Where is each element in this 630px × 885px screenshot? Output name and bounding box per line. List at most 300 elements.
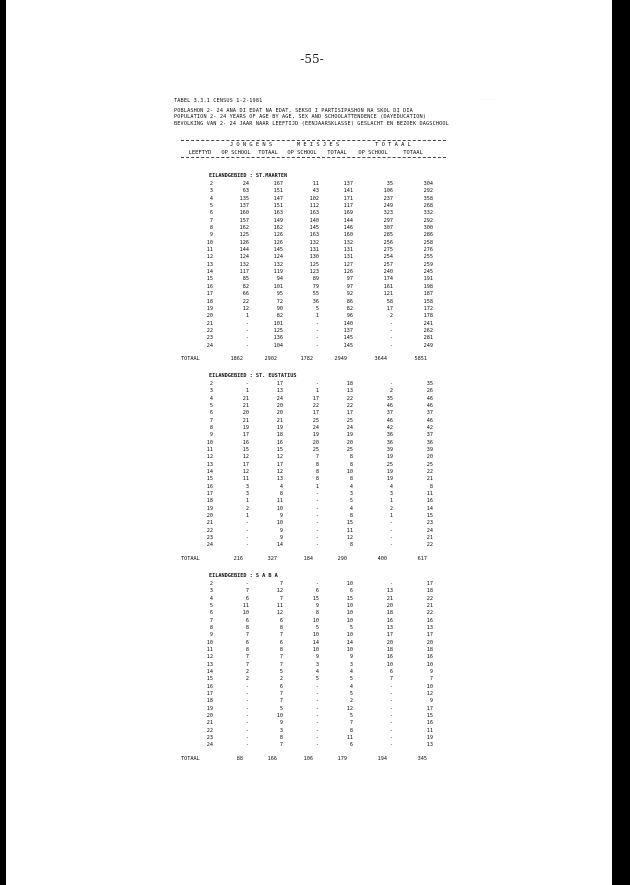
table-cell: - — [315, 535, 319, 542]
table-cell: 36 — [312, 298, 319, 305]
table-row — [181, 254, 446, 261]
table-cell: 4 — [209, 595, 213, 602]
table-cell: 90 — [276, 305, 283, 312]
total-cell: 400 — [377, 555, 387, 562]
table-cell: 24 — [426, 527, 433, 534]
table-cell: 21 — [386, 595, 393, 602]
table-cell: 19 — [206, 505, 213, 512]
table-cell: 145 — [343, 335, 353, 342]
total-cell: 179 — [337, 755, 347, 762]
table-cell: 101 — [273, 320, 283, 327]
table-cell: 10 — [312, 632, 319, 639]
table-cell: 15 — [206, 676, 213, 683]
table-cell: 2 — [209, 380, 213, 387]
col-jongens-op-school: OP SCHOOL — [221, 150, 251, 156]
table-cell: 10 — [242, 610, 249, 617]
table-cell: 130 — [309, 254, 319, 261]
table-cell: 158 — [423, 298, 433, 305]
table-cell: 22 — [242, 298, 249, 305]
table-cell: - — [245, 520, 249, 527]
table-cell: - — [245, 735, 249, 742]
table-cell: 8 — [279, 735, 283, 742]
table-cell: 66 — [242, 291, 249, 298]
table-cell: 23 — [206, 335, 213, 342]
total-cell: 166 — [267, 755, 277, 762]
table-cell: 14 — [206, 668, 213, 675]
table-cell: 256 — [383, 239, 393, 246]
table-cell: 6 — [279, 683, 283, 690]
table-cell: 121 — [383, 291, 393, 298]
table-cell: 8 — [245, 624, 249, 631]
col-jongens-totaal: TOTAAL — [258, 150, 278, 156]
table-cell: 22 — [426, 469, 433, 476]
total-cell: 3644 — [374, 355, 387, 362]
table-cell: 262 — [423, 327, 433, 334]
table-cell: 7 — [279, 690, 283, 697]
table-cell: 5 — [349, 676, 353, 683]
table-cell: - — [245, 683, 249, 690]
table-row — [181, 291, 446, 298]
table-cell: 126 — [273, 239, 283, 246]
table-cell: 136 — [273, 335, 283, 342]
table-cell: 5 — [349, 690, 353, 697]
table-cell: - — [315, 705, 319, 712]
table-cell: 149 — [273, 217, 283, 224]
table-cell: 16 — [426, 654, 433, 661]
total-cell: 290 — [337, 555, 347, 562]
table-cell: 7 — [279, 632, 283, 639]
table-cell: 151 — [273, 188, 283, 195]
table-cell: 7 — [279, 661, 283, 668]
table-cell: - — [315, 513, 319, 520]
table-cell: 1 — [389, 498, 393, 505]
table-cell: 7 — [209, 417, 213, 424]
table-cell: 1 — [245, 313, 249, 320]
table-cell: 255 — [423, 254, 433, 261]
table-row — [181, 632, 446, 639]
table-cell: 18 — [426, 646, 433, 653]
table-cell: 21 — [276, 417, 283, 424]
table-cell: 6 — [245, 595, 249, 602]
table-cell: - — [315, 720, 319, 727]
table-cell: 10 — [346, 580, 353, 587]
table-row — [181, 328, 446, 335]
table-row — [181, 396, 446, 403]
table-cell: 17 — [386, 632, 393, 639]
table-cell: 259 — [423, 261, 433, 268]
table-row — [181, 640, 446, 647]
table-cell: 1 — [315, 313, 319, 320]
table-row — [181, 691, 446, 698]
table-row — [181, 203, 446, 210]
table-cell: 7 — [279, 580, 283, 587]
table-cell: 18 — [206, 698, 213, 705]
table-row — [181, 735, 446, 742]
table-cell: 8 — [315, 469, 319, 476]
column-header-row — [181, 149, 446, 157]
table-cell: - — [315, 342, 319, 349]
table-cell: 25 — [346, 417, 353, 424]
table-cell: 14 — [206, 269, 213, 276]
table-row — [181, 520, 446, 527]
table-cell: 137 — [343, 181, 353, 187]
table-cell: - — [389, 327, 393, 334]
table-cell: - — [245, 580, 249, 587]
table-cell: - — [245, 720, 249, 727]
table-cell: 2 — [349, 698, 353, 705]
table-cell: 300 — [423, 225, 433, 232]
table-cell: 19 — [276, 424, 283, 431]
table-cell: 7 — [245, 661, 249, 668]
table-cell: 63 — [242, 188, 249, 195]
table-cell: 8 — [209, 624, 213, 631]
table-cell: 12 — [206, 454, 213, 461]
page-number: -55- — [300, 52, 324, 66]
table-cell: 19 — [386, 469, 393, 476]
table-cell: 86 — [346, 298, 353, 305]
table-cell: 37 — [426, 410, 433, 417]
table-cell: 9 — [279, 527, 283, 534]
table-cell: 10 — [346, 646, 353, 653]
table-cell: - — [315, 527, 319, 534]
table-cell: 12 — [242, 305, 249, 312]
table-cell: 19 — [426, 735, 433, 742]
total-row — [181, 354, 446, 364]
table-cell: 5 — [349, 498, 353, 505]
table-row — [181, 232, 446, 239]
table-cell: 117 — [343, 203, 353, 210]
table-caption — [174, 98, 494, 127]
table-cell: 137 — [343, 327, 353, 334]
total-cell: 2902 — [264, 355, 277, 362]
table-cell: 9 — [279, 513, 283, 520]
total-cell: 345 — [417, 755, 427, 762]
table-cell: 8 — [349, 454, 353, 461]
table-cell: 15 — [206, 276, 213, 283]
table-cell: 4 — [315, 668, 319, 675]
table-cell: 6 — [209, 210, 213, 217]
show-through-text: ........ — [476, 96, 501, 102]
table-cell: 18 — [426, 588, 433, 595]
table-cell: - — [389, 527, 393, 534]
table-cell: 17 — [426, 632, 433, 639]
table-cell: 22 — [346, 395, 353, 402]
table-cell: 4 — [389, 483, 393, 490]
table-cell: 161 — [383, 283, 393, 290]
scan-border — [612, 0, 630, 885]
table-cell: 14 — [206, 469, 213, 476]
table-cell: 6 — [245, 617, 249, 624]
total-cell: 5851 — [414, 355, 427, 362]
table-cell: 18 — [346, 380, 353, 387]
table-cell: 144 — [239, 247, 249, 254]
table-cell: 36 — [426, 439, 433, 446]
table-cell: 12 — [276, 454, 283, 461]
table-cell: 1 — [245, 388, 249, 395]
table-cell: 22 — [346, 402, 353, 409]
table-cell: 1 — [245, 513, 249, 520]
table-cell: 254 — [383, 254, 393, 261]
table-cell: 6 — [349, 742, 353, 749]
table-cell: 20 — [386, 602, 393, 609]
table-cell: 22 — [426, 610, 433, 617]
table-cell: 15 — [346, 595, 353, 602]
table-row — [181, 684, 446, 691]
table-cell: 124 — [273, 254, 283, 261]
table-row — [181, 713, 446, 720]
table-cell: 131 — [309, 247, 319, 254]
table-row — [181, 188, 446, 195]
table-row — [181, 698, 446, 705]
table-row — [181, 284, 446, 291]
table-cell: - — [315, 505, 319, 512]
table-cell: 9 — [209, 232, 213, 239]
table-row — [181, 210, 446, 217]
caption-line-1: TABEL 3.3.1 CENSUS 1-2-1981 — [174, 98, 263, 104]
table-cell: 7 — [389, 676, 393, 683]
total-cell: 106 — [303, 755, 313, 762]
table-cell: 131 — [343, 247, 353, 254]
table-cell: 137 — [239, 203, 249, 210]
table-cell: 3 — [349, 661, 353, 668]
table-cell: 10 — [276, 505, 283, 512]
table-row — [181, 528, 446, 535]
total-row — [181, 554, 446, 564]
table-cell: 7 — [315, 454, 319, 461]
table-cell: 21 — [242, 417, 249, 424]
table-cell: 24 — [206, 342, 213, 349]
table-cell: 92 — [346, 291, 353, 298]
table-cell: 146 — [343, 225, 353, 232]
table-cell: 6 — [279, 617, 283, 624]
table-cell: - — [245, 342, 249, 349]
table-cell: 1 — [315, 483, 319, 490]
table-cell: - — [389, 580, 393, 587]
table-cell: 16 — [206, 683, 213, 690]
table-cell: 21 — [426, 535, 433, 542]
table-row — [181, 588, 446, 595]
table-cell: 22 — [426, 542, 433, 549]
table-cell: 19 — [206, 705, 213, 712]
table-cell: 20 — [206, 713, 213, 719]
table-cell: 174 — [383, 276, 393, 283]
table-cell: 141 — [343, 188, 353, 195]
table-cell: 16 — [426, 498, 433, 505]
table-cell: 11 — [312, 181, 319, 187]
table-cell: 2 — [209, 181, 213, 187]
table-cell: 4 — [349, 483, 353, 490]
table-cell: 198 — [423, 283, 433, 290]
table-cell: 12 — [276, 610, 283, 617]
table-cell: 187 — [423, 291, 433, 298]
table-cell: 16 — [386, 654, 393, 661]
table-cell: 1 — [389, 513, 393, 520]
table-cell: 297 — [383, 217, 393, 224]
table-cell: 6 — [389, 668, 393, 675]
table-row — [181, 728, 446, 735]
table-cell: 20 — [426, 454, 433, 461]
table-cell: 15 — [312, 595, 319, 602]
table-row — [181, 306, 446, 313]
total-row — [181, 754, 446, 764]
table-cell: 16 — [206, 283, 213, 290]
table-cell: 9 — [315, 654, 319, 661]
table-cell: 9 — [279, 720, 283, 727]
table-cell: 10 — [206, 639, 213, 646]
table-cell: 25 — [312, 447, 319, 453]
table-cell: 10 — [312, 646, 319, 653]
table-cell: - — [389, 742, 393, 749]
table-cell: 3 — [279, 727, 283, 734]
table-cell: 12 — [242, 469, 249, 476]
table-cell: 8 — [349, 476, 353, 483]
table-cell: 19 — [206, 305, 213, 312]
table-cell: 97 — [346, 276, 353, 283]
table-cell: 5 — [315, 676, 319, 683]
table-cell: 36 — [386, 432, 393, 439]
table-row — [181, 603, 446, 610]
table-cell: 140 — [343, 320, 353, 327]
table-cell: 9 — [209, 432, 213, 439]
table-cell: - — [389, 690, 393, 697]
total-cell: TOTAAL — [181, 355, 200, 362]
table-cell: 11 — [276, 602, 283, 609]
table-cell: 6 — [209, 610, 213, 617]
caption-line-4: BEVOLKING VAN 2- 24 JAAR NAAR LEEFTIJD (EENJAARSKLASSE) GESLACHT EN BEZOEK DAGSCHOOL — [174, 120, 449, 127]
table-cell: 82 — [242, 283, 249, 290]
table-cell: 13 — [276, 388, 283, 395]
table-cell: 17 — [346, 410, 353, 417]
table-row — [181, 625, 446, 632]
table-cell: 8 — [209, 424, 213, 431]
table-cell: 9 — [349, 654, 353, 661]
table-cell: 39 — [426, 447, 433, 453]
table-cell: 245 — [423, 269, 433, 276]
table-cell: 358 — [423, 195, 433, 202]
table-row — [181, 706, 446, 713]
table-cell: - — [245, 380, 249, 387]
table-cell: 4 — [209, 395, 213, 402]
table-cell: 2 — [389, 388, 393, 395]
document-page — [6, 0, 612, 885]
table-cell: 241 — [423, 320, 433, 327]
table-cell: 286 — [423, 232, 433, 239]
total-cell: 194 — [377, 755, 387, 762]
table-cell: 15 — [242, 447, 249, 453]
table-row — [181, 313, 446, 320]
table-cell: 10 — [206, 239, 213, 246]
table-cell: - — [389, 520, 393, 527]
table-row — [181, 742, 446, 749]
table-cell: - — [389, 535, 393, 542]
table-cell: 16 — [426, 720, 433, 727]
col-meisjes-op-school: OP SCHOOL — [287, 150, 317, 156]
table-cell: 7 — [279, 698, 283, 705]
table-cell: 17 — [206, 291, 213, 298]
table-cell: - — [315, 580, 319, 587]
table-cell: 5 — [209, 203, 213, 210]
table-cell: 9 — [429, 668, 433, 675]
table-row — [181, 418, 446, 425]
table-cell: - — [315, 735, 319, 742]
table-cell: 7 — [279, 654, 283, 661]
table-row — [181, 596, 446, 603]
table-row — [181, 343, 446, 350]
table-cell: 8 — [315, 461, 319, 468]
table-cell: 14 — [346, 639, 353, 646]
table-cell: 125 — [273, 327, 283, 334]
table-cell: 285 — [383, 232, 393, 239]
table-cell: 89 — [312, 276, 319, 283]
table-cell: 15 — [426, 513, 433, 520]
table-cell: 2 — [245, 668, 249, 675]
table-cell: 17 — [206, 690, 213, 697]
table-cell: 12 — [276, 469, 283, 476]
table-cell: 12 — [242, 454, 249, 461]
table-cell: 24 — [206, 542, 213, 549]
table-cell: 15 — [346, 520, 353, 527]
table-cell: - — [315, 742, 319, 749]
table-cell: 20 — [206, 313, 213, 320]
table-cell: 14 — [312, 639, 319, 646]
table-cell: 4 — [279, 483, 283, 490]
table-cell: 117 — [239, 269, 249, 276]
table-cell: 2 — [279, 676, 283, 683]
table-cell: 307 — [383, 225, 393, 232]
table-cell: 20 — [242, 410, 249, 417]
table-cell: 104 — [273, 342, 283, 349]
table-cell: - — [245, 527, 249, 534]
table-cell: 19 — [312, 432, 319, 439]
table-cell: 12 — [276, 588, 283, 595]
table-cell: 145 — [343, 342, 353, 349]
table-row — [181, 321, 446, 328]
table-row — [181, 513, 446, 520]
table-cell: 21 — [206, 720, 213, 727]
table-cell: 10 — [276, 520, 283, 527]
table-cell: 8 — [209, 225, 213, 232]
table-cell: 3 — [389, 491, 393, 498]
table-cell: 102 — [309, 195, 319, 202]
table-cell: 94 — [276, 276, 283, 283]
table-row — [181, 447, 446, 454]
table-row — [181, 484, 446, 491]
table-row — [181, 535, 446, 542]
table-cell: 5 — [209, 602, 213, 609]
table-cell: 160 — [343, 232, 353, 239]
table-cell: 24 — [276, 395, 283, 402]
table-cell: 11 — [242, 602, 249, 609]
table-cell: 22 — [206, 327, 213, 334]
table-cell: 23 — [426, 520, 433, 527]
table-cell: - — [389, 342, 393, 349]
table-cell: 144 — [343, 217, 353, 224]
table-cell: 11 — [346, 735, 353, 742]
table-cell: 4 — [349, 683, 353, 690]
total-cell: 617 — [417, 555, 427, 562]
table-cell: 10 — [426, 661, 433, 668]
table-cell: 13 — [206, 461, 213, 468]
table-row — [181, 618, 446, 625]
table-cell: 5 — [349, 624, 353, 631]
table-cell: 20 — [312, 439, 319, 446]
table-cell: 39 — [386, 447, 393, 453]
table-cell: 162 — [239, 225, 249, 232]
table-row — [181, 491, 446, 498]
col-meisjes-totaal: TOTAAL — [327, 150, 347, 156]
table-cell: 3 — [209, 188, 213, 195]
col-totaal-totaal: TOTAAL — [403, 150, 423, 156]
